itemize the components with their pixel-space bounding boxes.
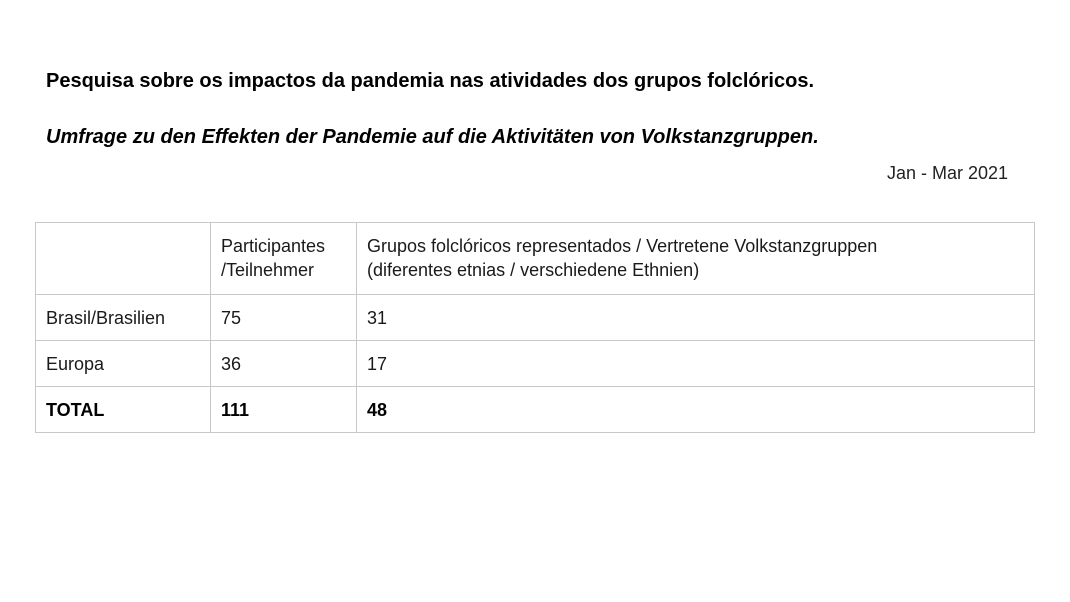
- table-header-row: [36, 223, 1035, 295]
- cell-region: Brasil/Brasilien: [36, 295, 211, 341]
- header-participants-line2: /Teilnehmer: [221, 260, 315, 280]
- cell-region: TOTAL: [36, 387, 211, 433]
- title-german: Umfrage zu den Effekten der Pandemie auf die Aktivitäten von Volkstanzgruppen.: [46, 126, 819, 148]
- header-participants-line1: Participantes: [221, 236, 326, 256]
- header-cell-groups: [357, 223, 1035, 295]
- title-portuguese: Pesquisa sobre os impactos da pandemia nas atividades dos grupos folclóricos.: [46, 70, 814, 92]
- cell-groups: 31: [357, 295, 1035, 341]
- header-cell-participants: [211, 223, 357, 295]
- date-range: Jan - Mar 2021: [886, 163, 1008, 183]
- cell-participants: 75: [211, 295, 357, 341]
- cell-groups: 17: [357, 341, 1035, 387]
- header-groups-line2: (diferentes etnias / verschiedene Ethnien): [367, 260, 700, 280]
- header-cell-empty: [36, 223, 211, 295]
- table-row-brasil: [36, 295, 1035, 341]
- header-groups-line1: Grupos folclóricos representados / Vertretene Volkstanzgruppen: [367, 236, 878, 256]
- cell-groups: 48: [357, 387, 1035, 433]
- table-row-europa: [36, 341, 1035, 387]
- table-row-total: [36, 387, 1035, 433]
- cell-participants: 111: [211, 387, 357, 433]
- cell-region: Europa: [36, 341, 211, 387]
- cell-participants: 36: [211, 341, 357, 387]
- survey-table: [35, 222, 1035, 433]
